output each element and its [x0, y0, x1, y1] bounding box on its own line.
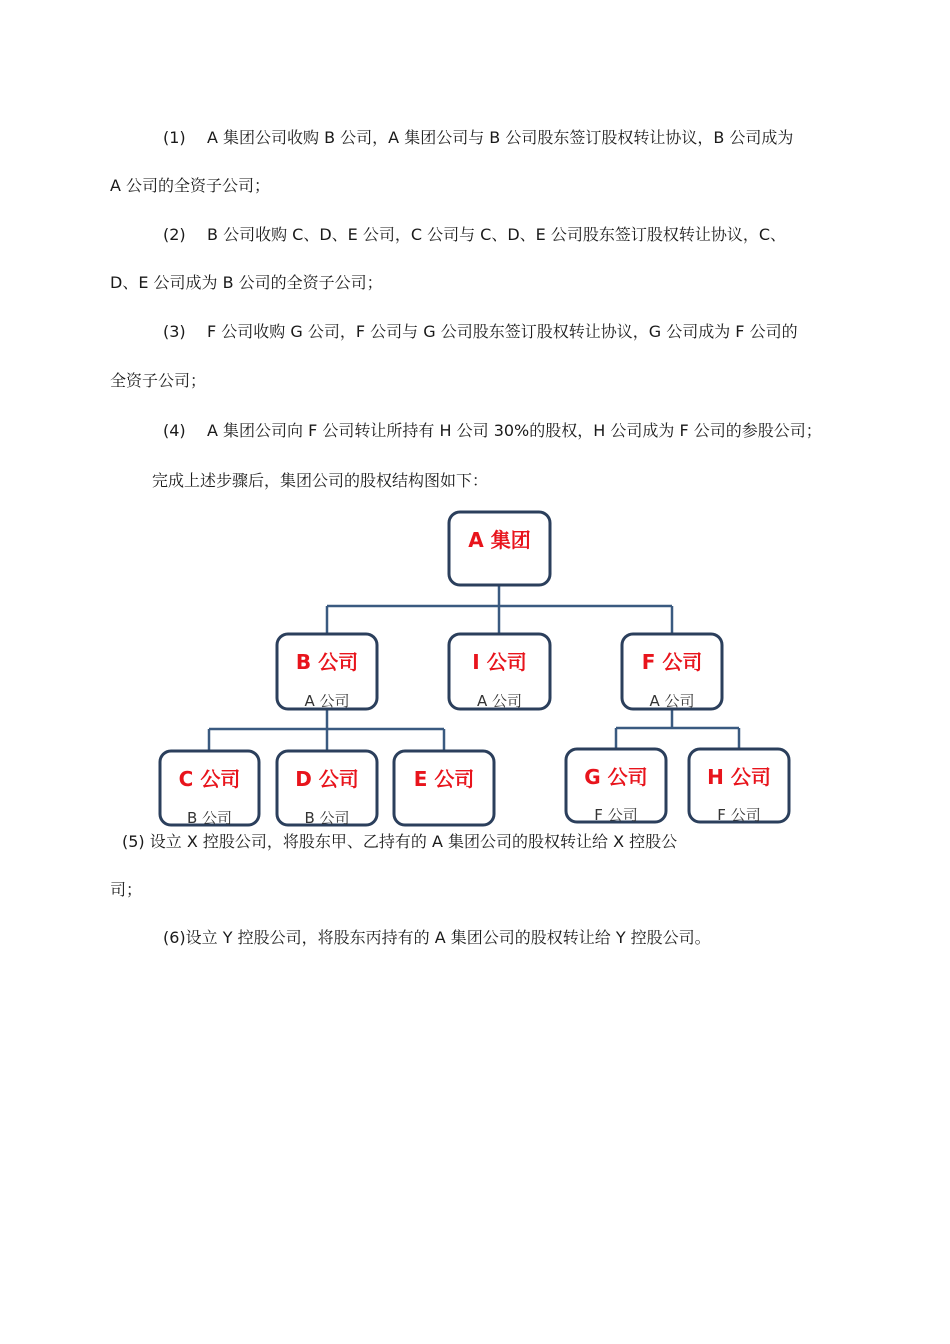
node-h-company-title: H 公司 [707, 765, 771, 789]
node-b-company-title: B 公司 [295, 650, 359, 674]
node-g-company [566, 749, 666, 824]
node-d-company [277, 751, 377, 827]
paragraph-3-text: F 公司收购 G 公司，F 公司与 G 公司股东签订股权转让协议，G 公司成为 F 公司的 [207, 322, 798, 341]
chart-intro-text: 完成上述步骤后，集团公司的股权结构图如下： [152, 471, 489, 490]
node-c-company-title: C 公司 [178, 767, 241, 791]
paragraph-1-line-2: A 公司的全资子公司； [110, 176, 271, 195]
node-d-company-title: D 公司 [295, 767, 359, 791]
node-g-company-parent: F 公司 [594, 806, 638, 824]
node-h-company [689, 749, 789, 824]
paragraph-2-number: (2) [163, 225, 186, 244]
node-i-company-title: I 公司 [472, 650, 527, 674]
paragraph-5-line-2: 司； [110, 880, 143, 899]
node-f-company [622, 634, 722, 710]
node-b-company [277, 634, 377, 710]
paragraph-6-line-1: (6)设立 Y 控股公司，将股东丙持有的 A 集团公司的股权转让给 Y 控股公司。 [163, 928, 711, 947]
node-i-company-parent: A 公司 [476, 692, 523, 710]
node-b-company-parent: A 公司 [304, 692, 350, 710]
node-d-company-parent: B 公司 [304, 809, 350, 827]
node-a-group [449, 512, 550, 585]
node-f-company-parent: A 公司 [649, 692, 695, 710]
node-i-company [449, 634, 550, 710]
paragraph-1-text: A 集团公司收购 B 公司，A 集团公司与 B 公司股东签订股权转让协议，B 公司成为 [207, 128, 794, 147]
paragraph-3-line-2: 全资子公司； [110, 371, 207, 390]
paragraph-4-text: A 集团公司向 F 公司转让所持有 H 公司 30%的股权，H 公司成为 F 公司的参股公司； [207, 421, 822, 440]
node-f-company-title: F 公司 [641, 650, 703, 674]
node-a-group-title: A 集团 [468, 528, 531, 552]
paragraph-1-number: (1) [163, 128, 186, 147]
paragraph-3-number: (3) [163, 322, 186, 341]
node-c-company-parent: B 公司 [186, 809, 233, 827]
node-c-company [160, 751, 259, 827]
paragraph-2-line-2: D、E 公司成为 B 公司的全资子公司； [110, 273, 383, 292]
node-e-company-title: E 公司 [413, 767, 475, 791]
paragraph-4-number: (4) [163, 421, 186, 440]
node-g-company-title: G 公司 [584, 765, 648, 789]
node-h-company-parent: F 公司 [717, 806, 761, 824]
paragraph-2-text: B 公司收购 C、D、E 公司，C 公司与 C、D、E 公司股东签订股权转让协议，C、 [207, 225, 787, 244]
node-e-company [394, 751, 494, 825]
paragraph-5-line-1: (5) 设立 X 控股公司，将股东甲、乙持有的 A 集团公司的股权转让给 X 控股公 [122, 832, 678, 851]
